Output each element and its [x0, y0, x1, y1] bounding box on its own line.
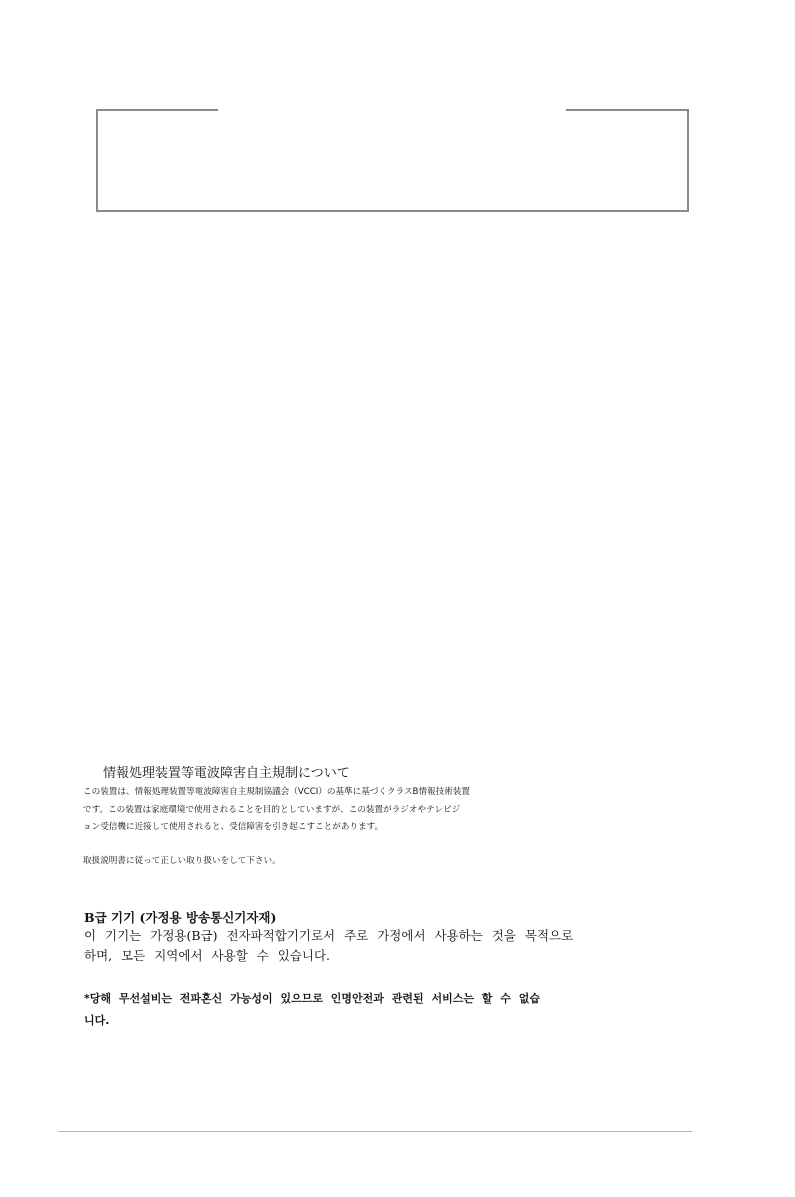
korea-class-b-line-1: 이 기기는 가정용(B급) 전자파적합기기로서 주로 가정에서 사용하는 것을 목적으로 — [84, 928, 574, 943]
korea-wireless-warning-line-2: 니다. — [84, 1014, 110, 1027]
vcci-title: 情報処理装置等電波障害自主規制について — [103, 766, 350, 781]
korea-wireless-warning — [84, 988, 689, 1032]
vcci-text-line-2: です。この装置は家庭環境で使用されることを目的としていますが、この装置がラジオやテレビジ — [83, 804, 461, 815]
notice-box-title-gap — [218, 105, 566, 113]
korea-class-b-line-2: 하며, 모든 지역에서 사용할 수 있습니다. — [84, 948, 331, 963]
korea-class-b-notice — [84, 910, 689, 966]
korea-class-b-title: B급 기기 (가정용 방송통신기자재) — [84, 910, 277, 925]
vcci-instruction-note: 取扱説明書に従って正しい取り扱いをして下さい。 — [83, 855, 281, 866]
footer-divider — [58, 1131, 692, 1132]
vcci-japan-notice — [83, 766, 603, 867]
vcci-text-line-3: ョン受信機に近接して使用されると、受信障害を引き起こすことがあります。 — [83, 822, 384, 832]
korea-wireless-warning-line-1: *당해 무선설비는 전파혼신 가능성이 있으므로 인명안전과 관련된 서비스는 할 수 없습 — [84, 992, 540, 1005]
vcci-text-line-1: この装置は、情報処理装置等電波障害自主規制協議会（VCCI）の基準に基づくクラスB情報技術装置 — [83, 787, 470, 797]
notice-box — [96, 109, 689, 212]
